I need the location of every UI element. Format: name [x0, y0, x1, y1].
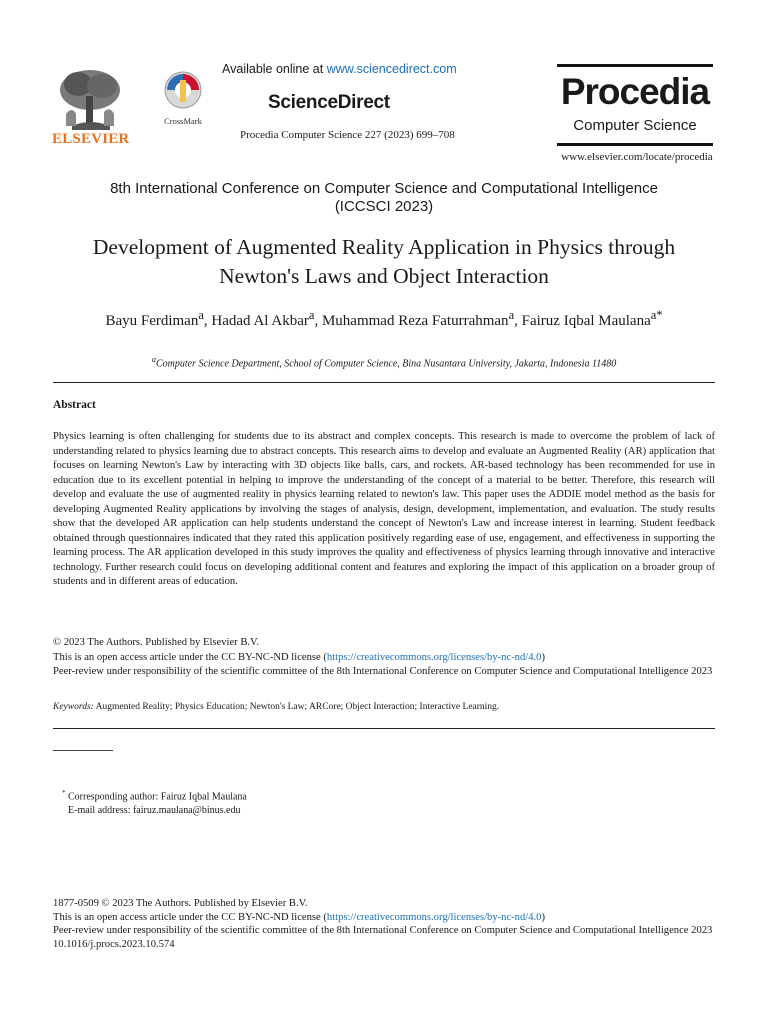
bottom-divider — [53, 728, 715, 729]
conference-name — [40, 180, 728, 216]
corresponding-author: Corresponding author: Fairuz Iqbal Maulana — [68, 791, 247, 803]
license-block — [53, 636, 715, 680]
page-footer — [53, 897, 715, 951]
author-sup: a* — [650, 308, 663, 322]
keywords-label: Keywords: — [53, 702, 94, 712]
license-link[interactable]: https://creativecommons.org/licenses/by-nc-nd/4.0 — [326, 651, 542, 663]
elsevier-wordmark: ELSEVIER — [52, 131, 130, 147]
abstract-text: Physics learning is often challenging for students due to its abstract and complex concepts. This research is made to overcome the problem of lack of understanding related to physics learning due to abstract concepts. This research aims to develop and evaluate an Augmented Reality (AR) application that focuses on learning Newton's Law by interacting with 3D objects like balls, cars, and rockets. AR-based technology has been recommended for use in education due to its excellent potential in helping to improve the understanding of the concept of a material to be better. Therefore, this research will develop and evaluate the use of augmented reality in physics learning related to newton's law. This paper uses the ADDIE model method as the basis for developing Augmented Reality applications by involving the stages of analysis, design, development, implementation, and evaluation. The study results show that the developed AR application can help students understand the concept of Newton's Law and increase interest in learning. Student feedback obtained through questionnaires indicated that they rated this application positively regarding ease of use, engagement, and effectiveness in supporting the learning process. The AR application developed in this study improves the quality and effectiveness of physics learning through innovative and interactive technology. Further research could focus on developing additional content and features and exploring the impact of this application on a broader group of students and in different areas of education. — [53, 431, 715, 587]
procedia-logo — [557, 64, 713, 146]
affiliation-sup: a — [151, 355, 156, 364]
sciencedirect-wordmark: ScienceDirect — [268, 92, 390, 113]
title-line-1: Development of Augmented Reality Application in Physics through — [92, 235, 676, 259]
corresponding-author-note — [62, 786, 247, 818]
author-sup: a — [508, 308, 515, 322]
keywords-text: Augmented Reality; Physics Education; Newton's Law; ARCore; Object Interaction; Interactive Learning. — [95, 702, 500, 712]
procedia-title: Procedia — [560, 71, 710, 112]
author-name: Fairuz Iqbal Maulana — [521, 313, 651, 329]
issn-line: 1877-0509 © 2023 The Authors. Published by Elsevier B.V. — [53, 898, 308, 909]
author-name: Bayu Ferdiman — [105, 313, 199, 329]
conference-line-1: 8th International Conference on Computer Science and Computational Intelligence — [110, 180, 658, 197]
footer-license-link[interactable]: https://creativecommons.org/licenses/by-nc-nd/4.0 — [326, 911, 542, 923]
author-sup: a — [198, 308, 204, 322]
top-divider — [53, 382, 715, 383]
crossmark-label: CrossMark — [164, 116, 202, 126]
abstract-heading: Abstract — [53, 399, 96, 411]
available-online-line — [222, 62, 457, 76]
footer-peer-review: Peer-review under responsibility of the scientific committee of the 8th International Conference on Computer Science and Computational Intelligence 2023 — [53, 925, 713, 936]
journal-reference: Procedia Computer Science 227 (2023) 699–708 — [240, 129, 455, 141]
author-sup: a — [308, 308, 315, 322]
title-line-2: Newton's Laws and Object Interaction — [219, 264, 549, 288]
doi[interactable]: 10.1016/j.procs.2023.10.574 — [53, 938, 175, 950]
affiliation-text: Computer Science Department, School of Computer Science, Bina Nusantara University, Jakarta, Indonesia 11480 — [155, 358, 617, 370]
copyright-line: © 2023 The Authors. Published by Elsevier B.V. — [53, 637, 259, 648]
journal-url[interactable]: www.elsevier.com/locate/procedia — [561, 151, 713, 163]
footnote-marker: * — [62, 789, 66, 797]
author-name: Hadad Al Akbar — [211, 313, 309, 329]
affiliation — [40, 355, 728, 369]
sciencedirect-link[interactable]: www.sciencedirect.com — [326, 62, 457, 76]
conference-line-2: (ICCSCI 2023) — [334, 198, 434, 215]
email-line[interactable]: E-mail address: fairuz.maulana@binus.edu — [68, 805, 241, 817]
paper-title — [40, 233, 728, 291]
peer-review-line: Peer-review under responsibility of the scientific committee of the 8th International Conference on Computer Science and Computational Intelligence 2023 — [53, 666, 713, 677]
keywords — [53, 702, 715, 712]
crossmark-badge[interactable] — [160, 70, 206, 126]
available-prefix: Available online at — [222, 62, 327, 76]
author-name: Muhammad Reza Faturrahman — [321, 313, 509, 329]
procedia-subtitle: Computer Science — [573, 117, 697, 134]
open-access-line: This is an open access article under the CC BY-NC-ND license (https://creativecommons.org/licenses/by-nc-nd/4.0) — [53, 651, 545, 663]
footnote-rule — [53, 750, 113, 751]
footer-open-access: This is an open access article under the CC BY-NC-ND license (https://creativecommons.org/licenses/by-nc-nd/4.0) — [53, 911, 545, 923]
crossmark-icon — [163, 70, 203, 110]
author-list: Bayu Ferdiman$^a$, Hadad Al Akbar$^a$, Muhammad Reza Faturrahman$^a$, Fairuz Iqbal Maulana$^{a*}$ — [105, 308, 663, 329]
